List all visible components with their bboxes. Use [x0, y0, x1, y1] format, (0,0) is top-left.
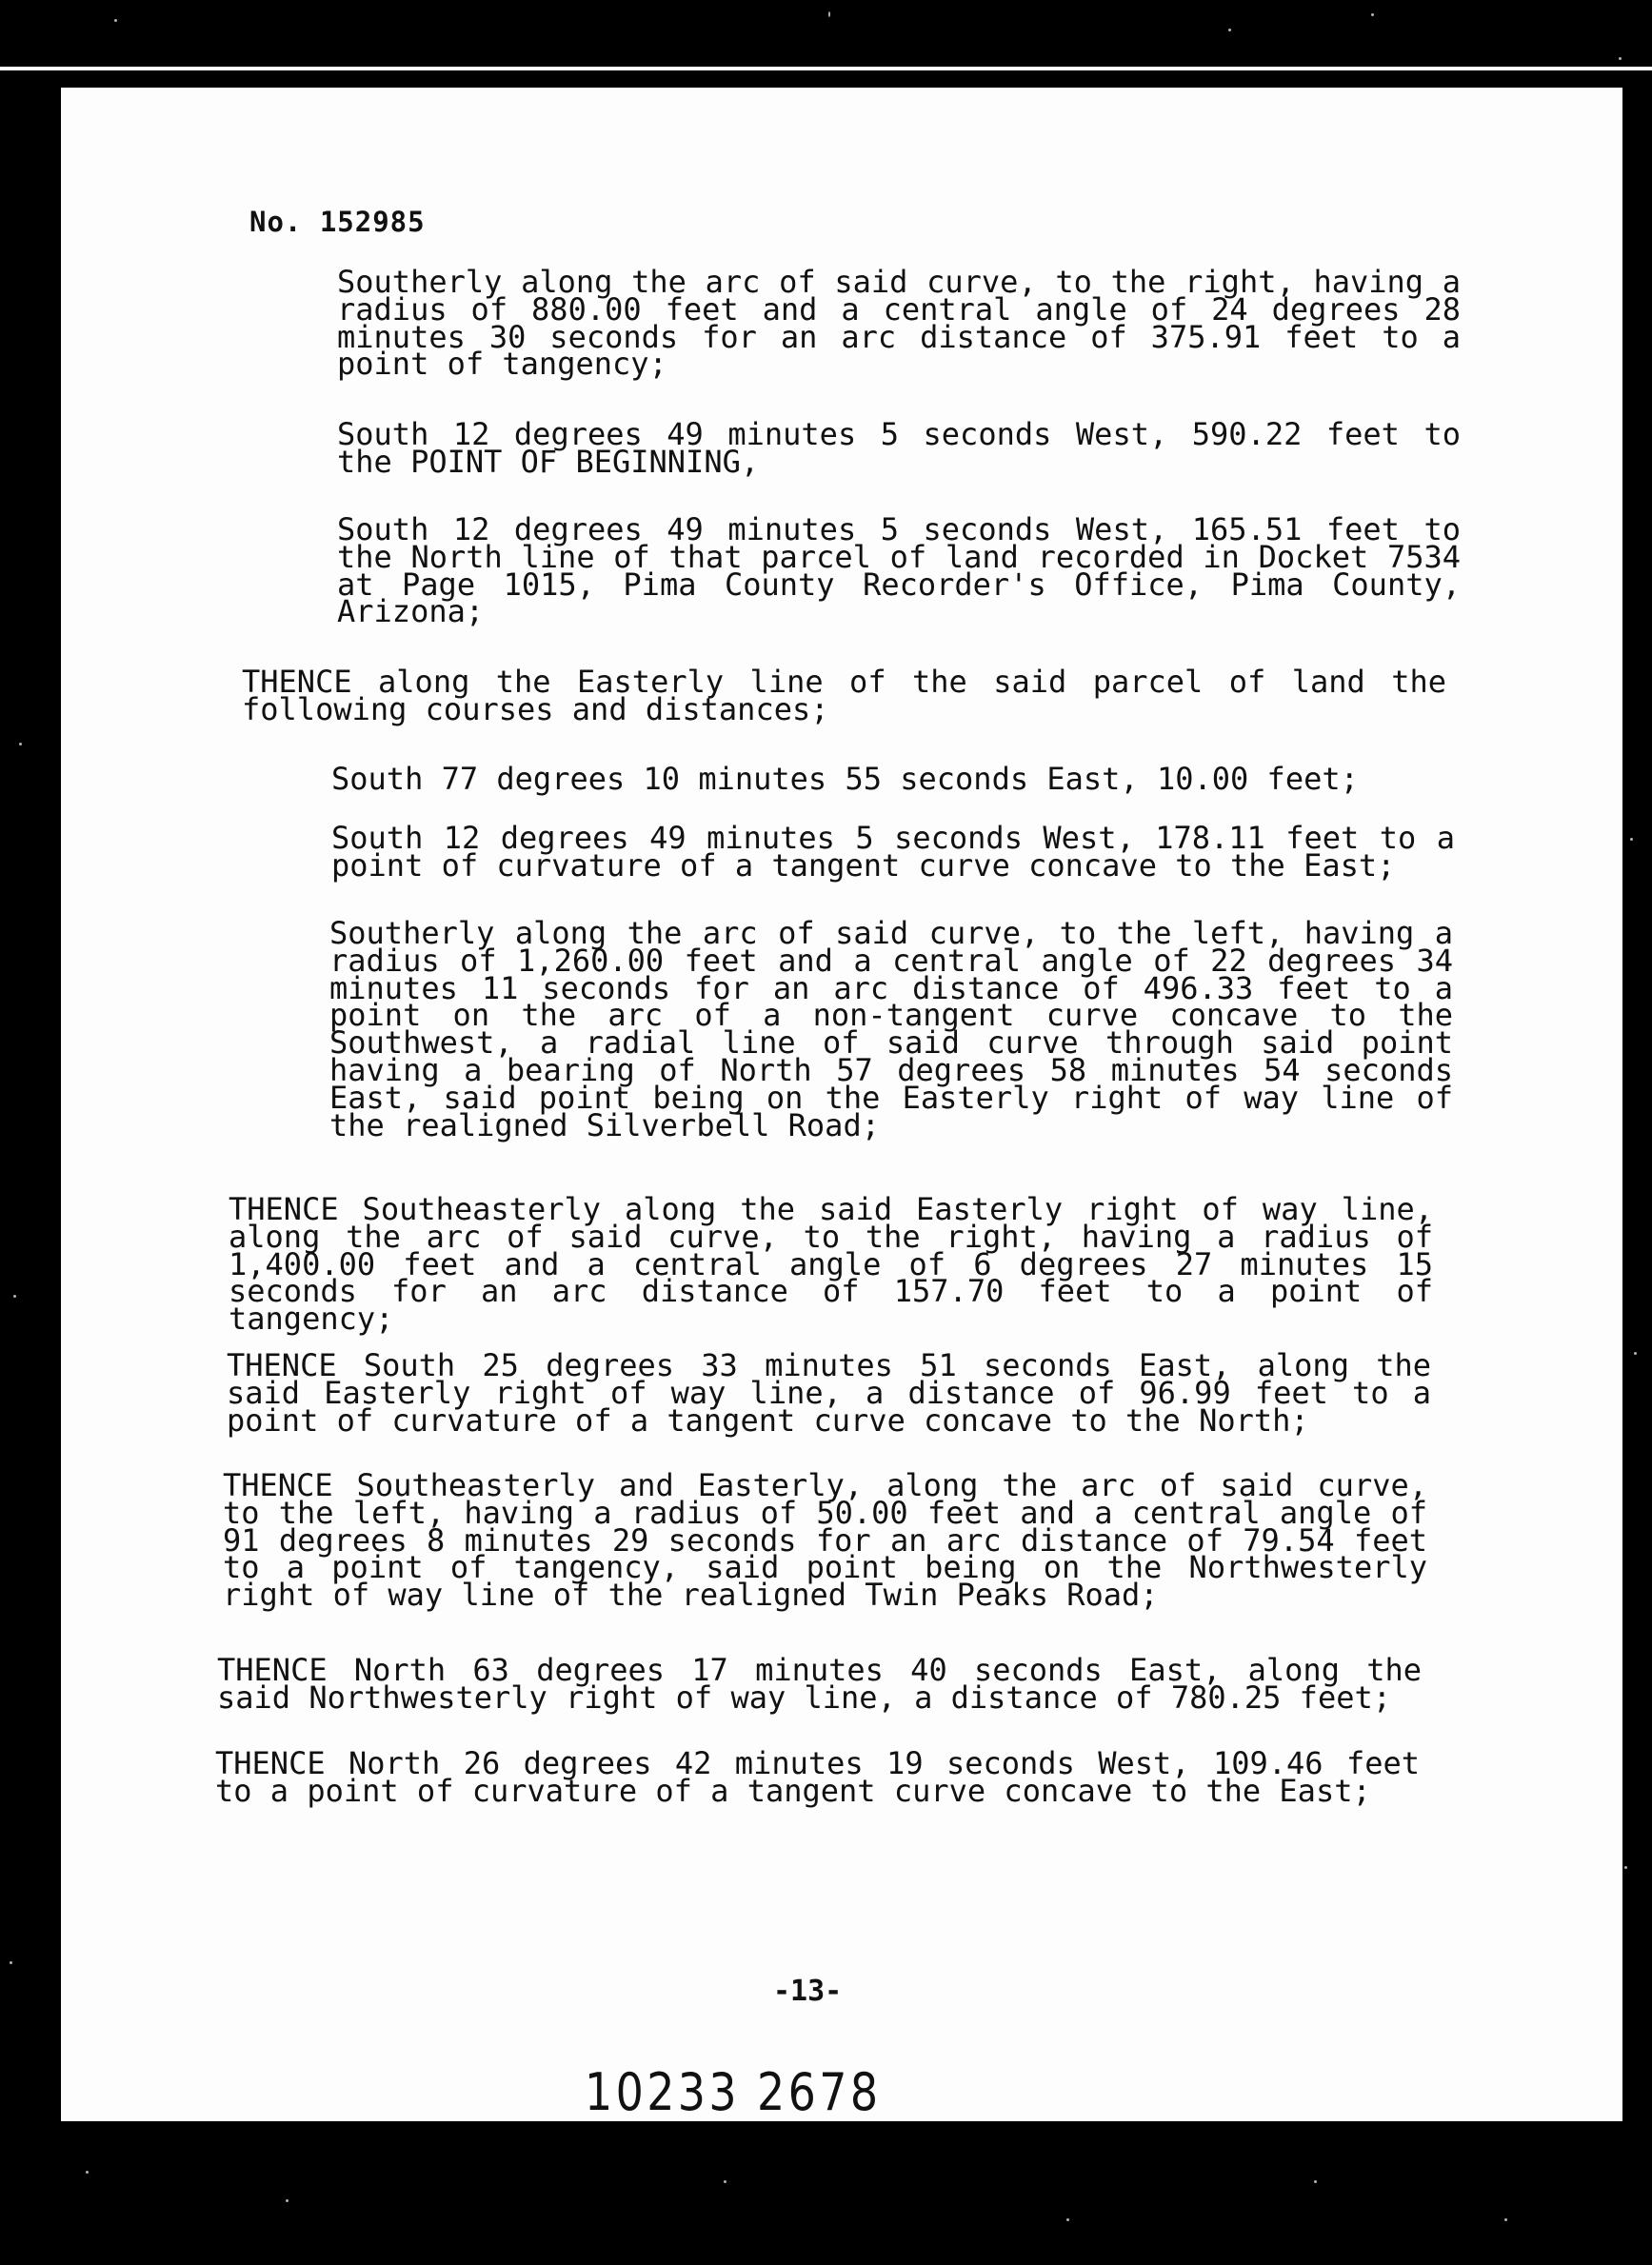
legal-description-paragraph: THENCE along the Easterly line of the said parcel of land the following courses and distances; — [242, 664, 1446, 727]
scan-noise — [1624, 1866, 1627, 1869]
legal-description-paragraph: South 77 degrees 10 minutes 55 seconds East, 10.00 feet; — [331, 761, 1359, 797]
page-number: -13- — [773, 1975, 843, 2008]
recording-stamp: 10233 2678 — [585, 2062, 882, 2122]
document-number: No. 152985 — [249, 206, 426, 238]
legal-description-paragraph: THENCE Southeasterly and Easterly, along the arc of said curve, to the left, having a radius of 50.00 feet and a central angle of 91 degrees 8 minutes 29 seconds for an arc distance of 79.54 feet to a point of tangency, said point being on the Northwesterly right of way line of the realigned Twin Peaks Road; — [223, 1467, 1427, 1614]
legal-description-paragraph: THENCE Southeasterly along the said Easterly right of way line, along the arc of said curve, to the right, having a radius of 1,400.00 feet and a central angle of 6 degrees 27 minutes 15 seconds for an arc distance of 157.70 feet to a point of tangency; — [229, 1191, 1433, 1338]
legal-description-paragraph: Southerly along the arc of said curve, to the left, having a radius of 1,260.00 feet and a central angle of 22 degrees 34 minutes 11 seconds for an arc distance of 496.33 feet to a point on the arc of a non-tangent curve concave to the Southwest, a radial line of said curve through said point having a bearing of North 57 degrees 58 minutes 54 seconds East, said point being on the Easterly right of way line of the realigned Silverbell Road; — [329, 915, 1453, 1143]
legal-description-paragraph: THENCE North 63 degrees 17 minutes 40 seconds East, along the said Northwesterly right of way line, a distance of 780.25 feet; — [217, 1652, 1422, 1716]
scan-noise — [1371, 13, 1374, 16]
scan-border-line — [0, 67, 1652, 70]
scan-noise — [1630, 838, 1633, 841]
scan-noise — [19, 743, 22, 745]
scan-noise — [13, 1295, 16, 1298]
legal-description-paragraph: South 12 degrees 49 minutes 5 seconds West, 590.22 feet to the POINT OF BEGINNING, — [337, 416, 1461, 480]
scan-noise — [1314, 2180, 1317, 2183]
scan-noise — [1504, 2218, 1507, 2221]
scan-noise — [86, 2171, 89, 2174]
scan-noise — [828, 11, 830, 17]
scan-noise — [1066, 2218, 1069, 2221]
scan-noise — [724, 2180, 726, 2183]
legal-description-paragraph: South 12 degrees 49 minutes 5 seconds West, 165.51 feet to the North line of that parcel of land recorded in Docket 7534 at Page 1015, Pima County Recorder's Office, Pima County, Arizona; — [337, 511, 1461, 630]
legal-description-paragraph: THENCE South 25 degrees 33 minutes 51 seconds East, along the said Easterly right of way line, a distance of 96.99 feet to a point of curvature of a tangent curve concave to the North; — [227, 1347, 1431, 1439]
legal-description-paragraph: South 12 degrees 49 minutes 5 seconds West, 178.11 feet to a point of curvature of a tangent curve concave to the East; — [331, 820, 1455, 884]
scan-noise — [1228, 29, 1231, 31]
legal-description-paragraph: THENCE North 26 degrees 42 minutes 19 seconds West, 109.46 feet to a point of curvature of a tangent curve concave to the East; — [215, 1745, 1420, 1809]
scan-noise — [114, 19, 117, 22]
scan-noise — [1619, 57, 1622, 60]
legal-description-paragraph: Southerly along the arc of said curve, to the right, having a radius of 880.00 feet and a central angle of 24 degrees 28 minutes 30 seconds for an arc distance of 375.91 feet to a point of tangency; — [337, 264, 1461, 383]
scan-noise — [286, 2199, 289, 2202]
scan-noise — [10, 1961, 12, 1964]
scan-noise — [1634, 1352, 1637, 1355]
